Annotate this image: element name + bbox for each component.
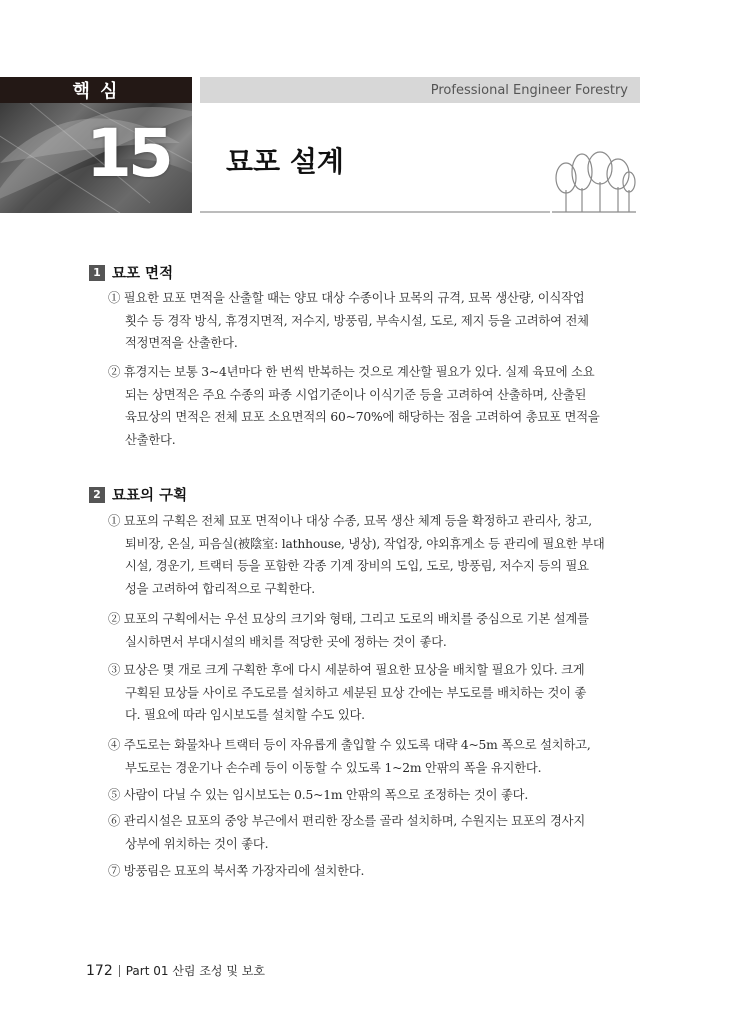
- page-number: 172: [86, 962, 113, 979]
- series-bar: [200, 77, 640, 103]
- footer-divider: [119, 965, 120, 977]
- core-tab-label: 핵 심: [0, 77, 192, 103]
- list-item: ② 휴경지는 보통 3~4년마다 한 번씩 반복하는 것으로 계산할 필요가 있다. 실제 육묘에 소요 되는 상면적은 주요 수종의 파종 시업기준이나 이식기준 등을 고려하여 산출하며, 산출된 육묘상의 면적은 전체 묘포 소요면적의 60~70%에 해당하는 점을 고려하여 총묘포 면적을 산출한다.: [108, 365, 600, 447]
- page-footer: [86, 962, 265, 979]
- chapter-number: 15: [86, 115, 170, 192]
- chapter-hero: [0, 77, 192, 213]
- part-label: Part 01 산림 조성 및 보호: [125, 964, 265, 978]
- section-title: 묘표의 구획: [112, 488, 188, 504]
- list-item: ⑦ 방풍림은 묘포의 북서쪽 가장자리에 설치한다.: [108, 864, 365, 878]
- list-item: ③ 묘상은 몇 개로 크게 구획한 후에 다시 세분하여 필요한 묘상을 배치할 필요가 있다. 크게 구획된 묘상들 사이로 주도로를 설치하고 세분된 묘상 간에는 부도로를 배치하는 것이 좋 다. 필요에 따라 임시보도를 설치할 수도 있다.: [108, 663, 587, 722]
- section-heading-1: [89, 262, 173, 283]
- list-item: ⑥ 관리시설은 묘포의 중앙 부근에서 편리한 장소를 골라 설치하며, 수원지는 묘포의 경사지 상부에 위치하는 것이 좋다.: [108, 814, 586, 851]
- list-item: ② 묘포의 구획에서는 우선 묘상의 크기와 형태, 그리고 도로의 배치를 중심으로 기본 설계를 실시하면서 부대시설의 배치를 적당한 곳에 정하는 것이 좋다.: [108, 612, 589, 649]
- section-heading-2: [89, 484, 187, 505]
- series-title: Professional Engineer Forestry: [430, 82, 628, 98]
- section-number-badge: 2: [89, 487, 105, 503]
- section-number-badge: 1: [89, 265, 105, 281]
- chapter-title: 묘포 설계: [226, 145, 344, 178]
- list-item: ① 묘포의 구획은 전체 묘포 면적이나 대상 수종, 묘목 생산 체계 등을 확정하고 관리사, 창고, 퇴비장, 온실, 피음실(被陰室: lathhouse, 냉상), 작업장, 야외휴게소 등 관리에 필요한 부대 시설, 경운기, 트랙터 등을 포함한 각종 기계 장비의 도입, 도로, 방풍림, 저수지 등의 필요 성을 고려하여 합리적으로 구획한다.: [108, 514, 605, 596]
- section-title: 묘포 면적: [112, 266, 174, 282]
- trees-icon: [552, 150, 636, 214]
- title-divider: [200, 211, 550, 213]
- list-item: ① 필요한 묘포 면적을 산출할 때는 양묘 대상 수종이나 묘목의 규격, 묘목 생산량, 이식작업 횟수 등 경작 방식, 휴경지면적, 저수지, 방풍림, 부속시설, 도로, 제지 등을 고려하여 전체 적정면적을 산출한다.: [108, 291, 589, 350]
- list-item: ④ 주도로는 화물차나 트랙터 등이 자유롭게 출입할 수 있도록 대략 4~5m 폭으로 설치하고, 부도로는 경운기나 손수레 등이 이동할 수 있도록 1~2m 안팎의 폭을 유지한다.: [108, 738, 591, 775]
- list-item: ⑤ 사람이 다닐 수 있는 임시보도는 0.5~1m 안팎의 폭으로 조정하는 것이 좋다.: [108, 788, 529, 802]
